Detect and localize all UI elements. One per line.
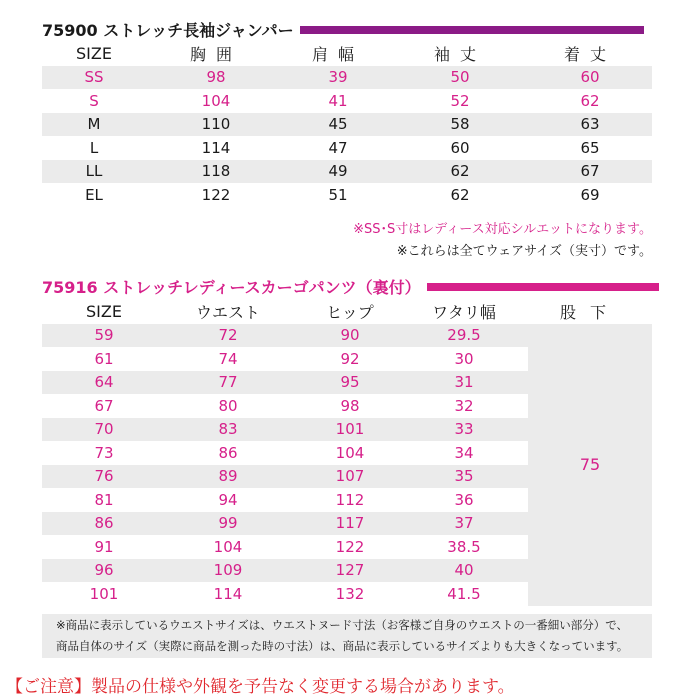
- measure-cell: 40: [454, 561, 474, 580]
- measure-cell: 41: [328, 91, 348, 110]
- measure-cell: 112: [335, 490, 365, 509]
- caution-notice: 【ご注意】製品の仕様や外観を予告なく変更する場合があります。: [6, 677, 515, 697]
- jacket-header-cell: 袖丈: [433, 45, 486, 65]
- pants-header-cell: ウエスト: [195, 303, 260, 323]
- measure-cell: 92: [340, 349, 360, 368]
- pants-size-table: [42, 300, 652, 606]
- pants-header-cell: 股下: [559, 303, 620, 323]
- measure-cell: 52: [450, 91, 470, 110]
- waist-footnote-line2: 商品自体のサイズ（実際に商品を測った時の寸法）は、商品に表示しているサイズよりも大きくなっています。: [56, 639, 629, 653]
- pants-title-text: 75916 ストレッチレディースカーゴパンツ（裏付）: [42, 278, 421, 297]
- pants-header-cell: SIZE: [86, 302, 122, 322]
- measure-cell: 63: [580, 115, 600, 134]
- waist-footnote-line1: ※商品に表示しているウエストサイズは、ウエストヌード寸法（お客様ご自身のウエストの一番細い部分）で、: [56, 618, 628, 632]
- measure-cell: 83: [218, 420, 238, 439]
- size-cell: 61: [94, 349, 114, 368]
- measure-cell: 62: [580, 91, 600, 110]
- table-row: [42, 113, 652, 137]
- size-cell: 91: [94, 537, 114, 556]
- jacket-title-bar: [300, 26, 644, 34]
- measure-cell: 77: [218, 373, 238, 392]
- measure-cell: 51: [328, 185, 348, 204]
- measure-cell: 38.5: [447, 537, 481, 556]
- measure-cell: 101: [335, 420, 365, 439]
- measure-cell: 45: [328, 115, 348, 134]
- measure-cell: 104: [213, 537, 243, 556]
- measure-cell: 31: [454, 373, 474, 392]
- pants-title-bar: [427, 283, 659, 291]
- jacket-header-cell: 着丈: [563, 45, 616, 65]
- table-row: [42, 89, 652, 113]
- measure-cell: 98: [206, 68, 226, 87]
- jacket-header-row: [42, 42, 652, 66]
- size-cell: 70: [94, 420, 114, 439]
- measure-cell: 39: [328, 68, 348, 87]
- measure-cell: 49: [328, 162, 348, 181]
- measure-cell: 127: [335, 561, 365, 580]
- measure-cell: 89: [218, 467, 238, 486]
- measure-cell: 62: [450, 162, 470, 181]
- measure-cell: 41.5: [447, 584, 481, 603]
- measure-cell: 95: [340, 373, 360, 392]
- size-cell: SS: [84, 68, 104, 87]
- jacket-title: [42, 18, 644, 41]
- jacket-header-cell: 肩幅: [311, 45, 364, 65]
- measure-cell: 36: [454, 490, 474, 509]
- measure-cell: 94: [218, 490, 238, 509]
- size-cell: 86: [94, 514, 114, 533]
- size-cell: 76: [94, 467, 114, 486]
- measure-cell: 117: [335, 514, 365, 533]
- measure-cell: 80: [218, 396, 238, 415]
- measure-cell: 114: [201, 138, 231, 157]
- measure-cell: 72: [218, 326, 238, 345]
- size-cell: 81: [94, 490, 114, 509]
- measure-cell: 107: [335, 467, 365, 486]
- measure-cell: 60: [580, 68, 600, 87]
- size-cell: L: [89, 138, 99, 157]
- measure-cell: 58: [450, 115, 470, 134]
- pants-header-row: [42, 300, 652, 324]
- table-row: [42, 183, 652, 207]
- measure-cell: 86: [218, 443, 238, 462]
- measure-cell: 67: [580, 162, 600, 181]
- size-cell: M: [87, 115, 101, 134]
- size-cell: 101: [89, 584, 119, 603]
- measure-cell: 104: [201, 91, 231, 110]
- measure-cell: 30: [454, 349, 474, 368]
- pants-title: [42, 275, 659, 298]
- size-cell: 67: [94, 396, 114, 415]
- table-row: [42, 160, 652, 184]
- jacket-note-actual-size: ※これらは全てウェアサイズ（実寸）です。: [396, 244, 652, 259]
- measure-cell: 122: [335, 537, 365, 556]
- jacket-size-table: [42, 42, 652, 207]
- measure-cell: 62: [450, 185, 470, 204]
- measure-cell: 132: [335, 584, 365, 603]
- measure-cell: 29.5: [447, 326, 481, 345]
- measure-cell: 32: [454, 396, 474, 415]
- table-row: [42, 66, 652, 90]
- jacket-header-cell: 胸囲: [189, 45, 242, 65]
- measure-cell: 104: [335, 443, 365, 462]
- size-cell: LL: [85, 162, 103, 181]
- size-cell: 59: [94, 326, 114, 345]
- pants-header-cell: ヒップ: [326, 303, 374, 323]
- measure-cell: 34: [454, 443, 474, 462]
- table-row: [42, 136, 652, 160]
- measure-cell: 33: [454, 420, 474, 439]
- measure-cell: 47: [328, 138, 348, 157]
- jacket-note-ladies: ※SS･S寸はレディース対応シルエットになります。: [353, 222, 652, 237]
- measure-cell: 110: [201, 115, 231, 134]
- measure-cell: 90: [340, 326, 360, 345]
- measure-cell: 37: [454, 514, 474, 533]
- size-cell: 96: [94, 561, 114, 580]
- measure-cell: 122: [201, 185, 231, 204]
- size-cell: S: [89, 91, 99, 110]
- waist-footnote: [42, 614, 652, 658]
- measure-cell: 74: [218, 349, 238, 368]
- measure-cell: 69: [580, 185, 600, 204]
- jacket-title-text: 75900 ストレッチ長袖ジャンパー: [42, 21, 294, 40]
- measure-cell: 109: [213, 561, 243, 580]
- pants-header-cell: ワタリ幅: [432, 303, 496, 323]
- inseam-merged-cell: 75: [528, 324, 652, 606]
- measure-cell: 35: [454, 467, 474, 486]
- jacket-header-cell: SIZE: [76, 44, 112, 64]
- measure-cell: 98: [340, 396, 360, 415]
- measure-cell: 60: [450, 138, 470, 157]
- measure-cell: 50: [450, 68, 470, 87]
- measure-cell: 99: [218, 514, 238, 533]
- size-cell: EL: [85, 185, 103, 204]
- measure-cell: 114: [213, 584, 243, 603]
- measure-cell: 65: [580, 138, 600, 157]
- size-cell: 64: [94, 373, 114, 392]
- measure-cell: 118: [201, 162, 231, 181]
- size-cell: 73: [94, 443, 114, 462]
